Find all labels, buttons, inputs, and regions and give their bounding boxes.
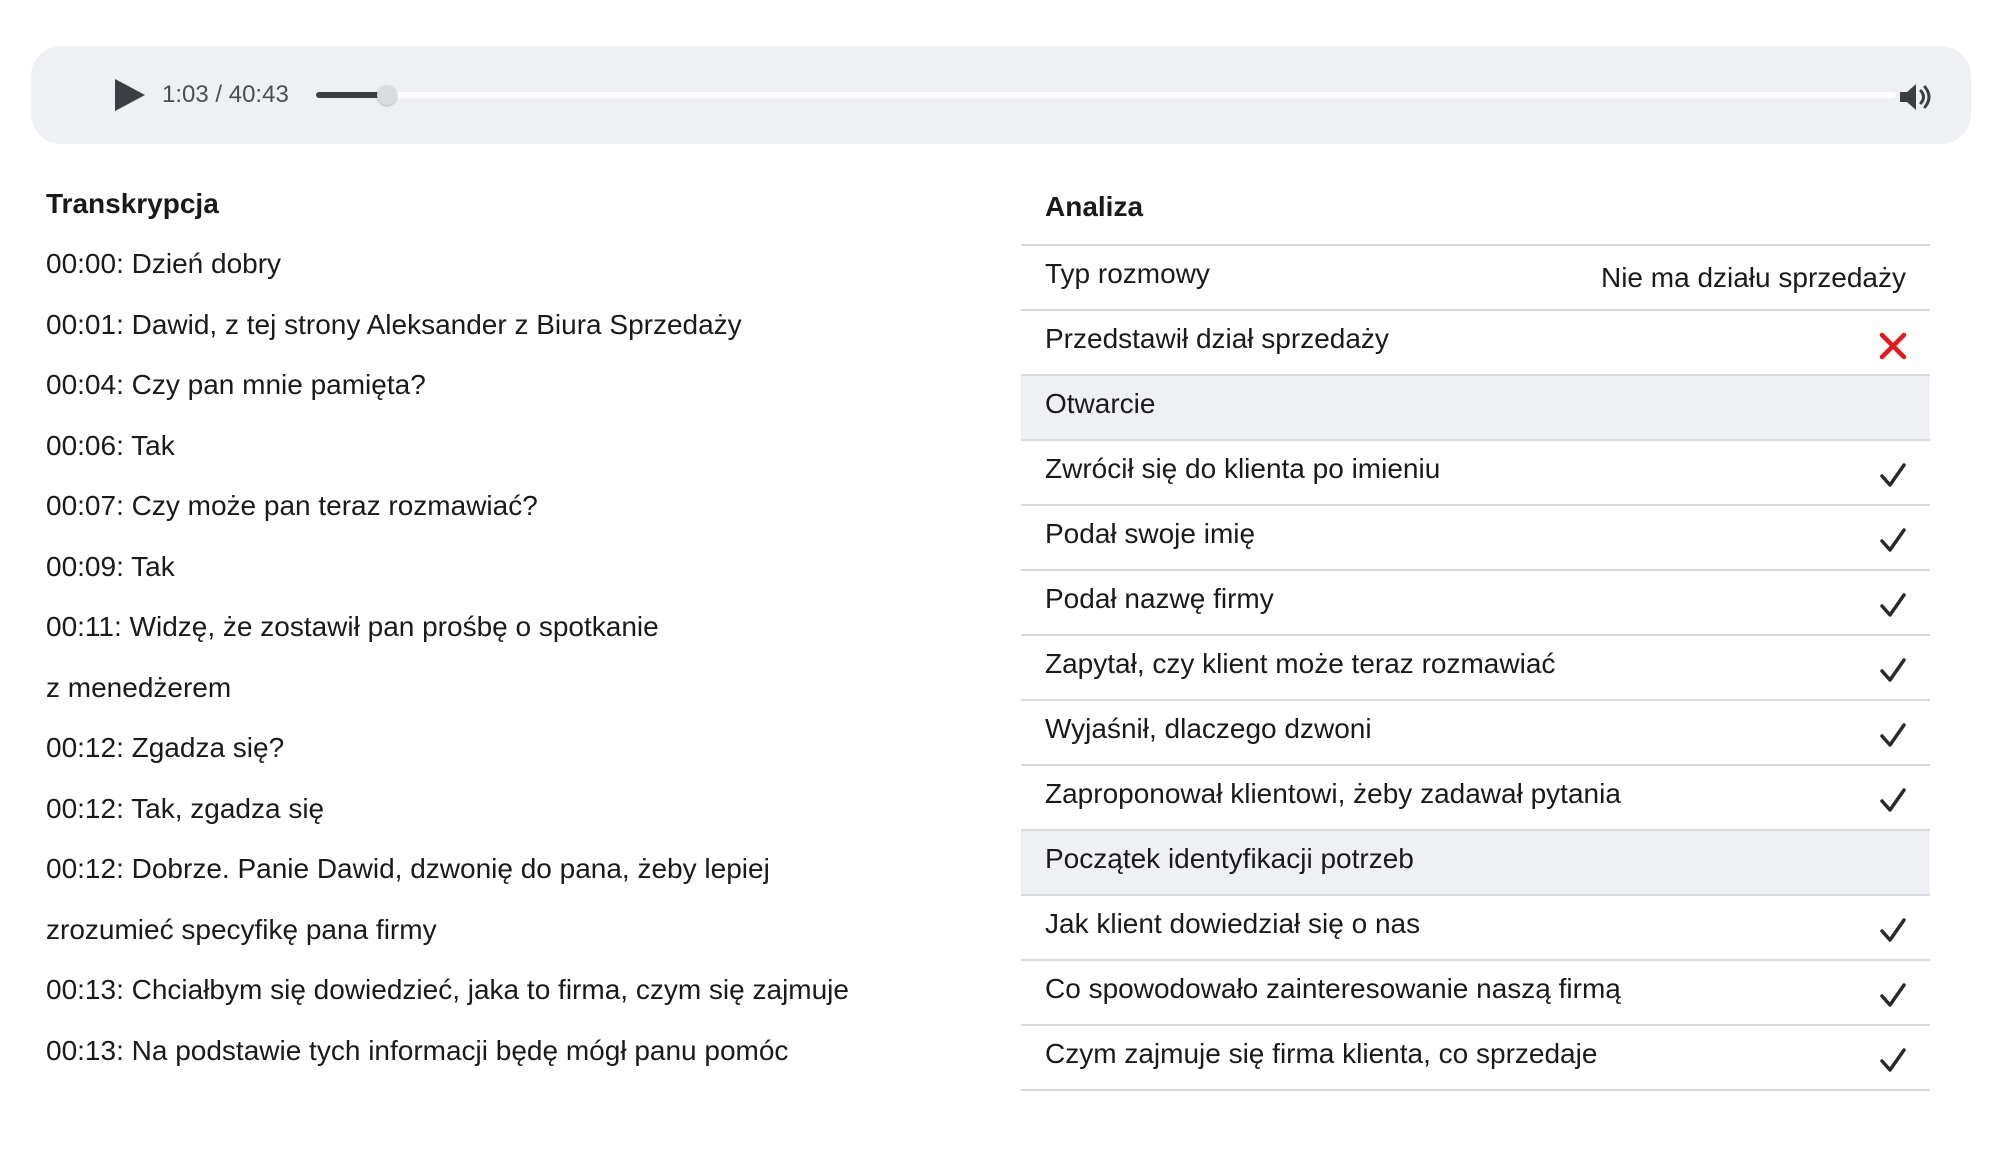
- transcript-line: 00:13: Chciałbym się dowiedzieć, jaka to firma, czym się zajmuje: [46, 974, 849, 1005]
- criterion-label: Typ rozmowy: [1045, 258, 1210, 289]
- progress-slider[interactable]: [316, 89, 1896, 101]
- analysis-row: [1021, 766, 1930, 831]
- analysis-title: Analiza: [1045, 191, 1144, 222]
- transcript-line: 00:07: Czy może pan teraz rozmawiać?: [46, 490, 538, 521]
- transcript-line: 00:12: Dobrze. Panie Dawid, dzwonię do pana, żeby lepiej: [46, 853, 770, 884]
- criterion-label: Co spowodowało zainteresowanie naszą firmą: [1045, 973, 1621, 1004]
- check-icon: [1878, 981, 1908, 1011]
- transcript-line: 00:00: Dzień dobry: [46, 248, 282, 279]
- check-icon: [1878, 1046, 1908, 1076]
- criterion-label: Zaproponował klientowi, żeby zadawał pytania: [1045, 778, 1621, 809]
- transcript-list: [46, 244, 986, 1071]
- transcript-panel: [46, 184, 986, 1091]
- category-label: Otwarcie: [1045, 388, 1156, 419]
- total-time: 40:43: [228, 81, 289, 108]
- criterion-value: Nie ma działu sprzedaży: [1600, 262, 1906, 293]
- progress-track: [316, 92, 1896, 98]
- time-display: [162, 80, 289, 110]
- criterion-label: Podał swoje imię: [1045, 518, 1256, 549]
- check-icon: [1878, 526, 1908, 556]
- analysis-row: [1021, 506, 1930, 571]
- transcript-line: z menedżerem: [46, 671, 232, 703]
- check-icon: [1878, 591, 1908, 621]
- current-time: 1:03: [162, 81, 209, 108]
- play-icon[interactable]: [111, 77, 147, 113]
- analysis-panel: [1021, 186, 1930, 1091]
- criterion-label: Przedstawił dział sprzedaży: [1045, 323, 1389, 354]
- transcript-line: 00:11: Widzę, że zostawił pan prośbę o spotkanie: [46, 611, 659, 642]
- analysis-row: [1021, 701, 1930, 766]
- transcript-line: 00:01: Dawid, z tej strony Aleksander z Biura Sprzedaży: [46, 308, 742, 340]
- analysis-row: [1021, 311, 1930, 376]
- analysis-category-row: [1021, 831, 1930, 896]
- transcript-line: 00:12: Tak, zgadza się: [46, 792, 325, 824]
- transcript-line: 00:13: Na podstawie tych informacji będę mógł panu pomóc: [46, 1034, 789, 1066]
- category-label: Początek identyfikacji potrzeb: [1045, 843, 1414, 874]
- analysis-row: [1021, 246, 1930, 311]
- analysis-row: [1021, 896, 1930, 961]
- criterion-label: Czym zajmuje się firma klienta, co sprzedaje: [1045, 1038, 1598, 1069]
- analysis-table: [1021, 244, 1930, 1091]
- check-icon: [1878, 721, 1908, 751]
- criterion-label: Zwrócił się do klienta po imieniu: [1045, 453, 1441, 484]
- check-icon: [1878, 656, 1908, 686]
- transcript-line: 00:06: Tak: [46, 429, 175, 461]
- check-icon: [1878, 916, 1908, 946]
- volume-icon[interactable]: [1898, 82, 1934, 112]
- criterion-label: Wyjaśnił, dlaczego dzwoni: [1045, 713, 1372, 744]
- transcript-line: 00:12: Zgadza się?: [46, 732, 285, 763]
- analysis-row: [1021, 636, 1930, 701]
- audio-player: [31, 46, 1971, 144]
- transcript-line: 00:04: Czy pan mnie pamięta?: [46, 369, 426, 400]
- time-separator: /: [208, 81, 229, 108]
- transcript-title: Transkrypcja: [46, 188, 219, 219]
- criterion-label: Zapytał, czy klient może teraz rozmawiać: [1045, 648, 1556, 679]
- analysis-row: [1021, 961, 1930, 1026]
- check-icon: [1878, 786, 1908, 816]
- analysis-row: [1021, 571, 1930, 636]
- progress-thumb[interactable]: [377, 85, 397, 105]
- criterion-label: Podał nazwę firmy: [1045, 583, 1274, 614]
- analysis-category-row: [1021, 376, 1930, 441]
- cross-icon: [1878, 331, 1908, 361]
- transcript-line: 00:09: Tak: [46, 550, 175, 582]
- transcript-line: zrozumieć specyfikę pana firmy: [46, 913, 437, 945]
- analysis-row: [1021, 1026, 1930, 1091]
- criterion-label: Jak klient dowiedział się o nas: [1045, 908, 1421, 939]
- analysis-row: [1021, 441, 1930, 506]
- check-icon: [1878, 461, 1908, 491]
